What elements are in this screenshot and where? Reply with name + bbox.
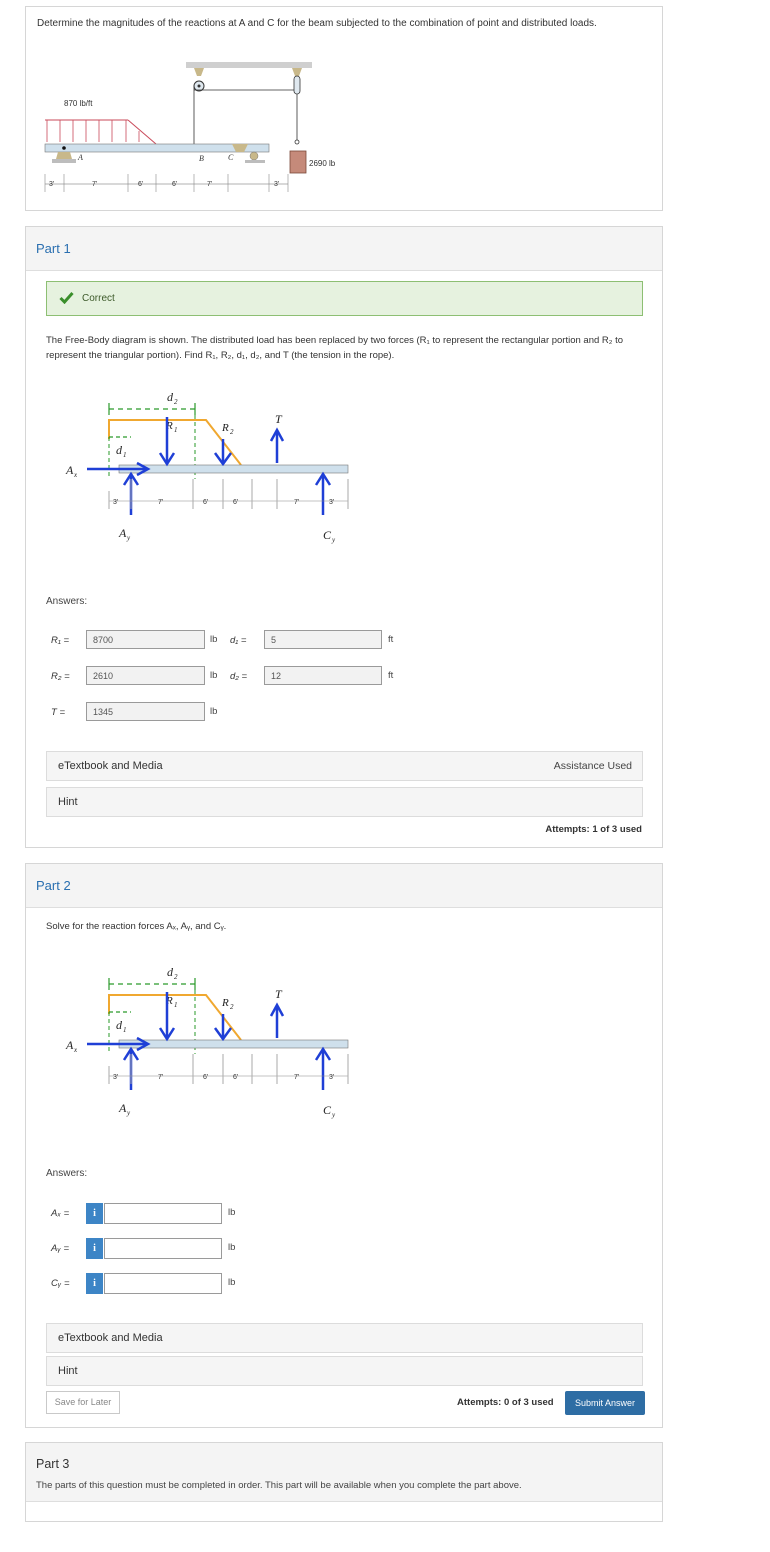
part2-etextbook-bar[interactable]	[46, 1323, 643, 1353]
svg-text:R: R	[166, 995, 173, 1007]
hanger-right	[292, 68, 302, 76]
cy-info-icon[interactable]: i	[86, 1273, 103, 1294]
r2-label: R₂ =	[51, 671, 70, 682]
cy-label: Cᵧ =	[51, 1278, 70, 1289]
weight-block	[290, 151, 306, 173]
part3-text: The parts of this question must be completed in order. This part will be available when you complete the part above.	[36, 1480, 522, 1491]
fbd-t-label: T	[275, 412, 282, 426]
part2-header	[26, 864, 662, 908]
part2-attempts: Attempts: 0 of 3 used	[457, 1397, 554, 1408]
ay-info-icon[interactable]: i	[86, 1238, 103, 1259]
point-b-label: B	[199, 154, 204, 163]
part2-title: Part 2	[36, 878, 71, 893]
svg-text:y: y	[332, 536, 336, 544]
svg-text:2: 2	[230, 428, 234, 436]
question-card	[25, 6, 663, 211]
dim-2: 7'	[92, 181, 98, 188]
d1-label: d₁ =	[230, 635, 247, 646]
r1-unit: lb	[210, 634, 218, 645]
load-arrows	[47, 120, 139, 142]
svg-text:A: A	[66, 1038, 74, 1052]
svg-text:y: y	[127, 1109, 131, 1117]
support-c	[250, 152, 258, 160]
part3-card	[25, 1442, 663, 1522]
t-label: T =	[51, 707, 65, 718]
ax-unit: lb	[228, 1207, 236, 1218]
d2-unit: ft	[388, 670, 394, 681]
ax-info-icon[interactable]: i	[86, 1203, 103, 1224]
point-c-label: C	[228, 153, 234, 162]
part1-description: The Free-Body diagram is shown. The distributed load has been replaced by two forces (R₁ to represent the rectangular portion and R₂ to represent the triangular portion). Find R₁, R₂, d₁, d₂, and T (the tension in the rope).	[46, 335, 624, 361]
pulley-right	[294, 76, 300, 94]
assistance-used-label: Assistance Used	[553, 760, 632, 772]
fbd-diagram-part2	[51, 954, 351, 1134]
cy-input[interactable]	[104, 1273, 222, 1294]
part2-etextbook-label[interactable]: eTextbook and Media	[58, 1332, 163, 1344]
svg-text:3': 3'	[329, 1074, 335, 1081]
part2-card	[25, 863, 663, 1428]
svg-text:1: 1	[174, 1001, 178, 1009]
svg-text:d: d	[167, 965, 173, 979]
dim-5: 7'	[207, 181, 213, 188]
support-a	[56, 152, 72, 159]
part1-hint-bar[interactable]	[46, 787, 643, 817]
svg-text:2: 2	[174, 973, 178, 981]
part1-answers-label: Answers:	[46, 596, 88, 607]
fbd-r2-label: R	[222, 422, 229, 434]
svg-text:1: 1	[174, 426, 178, 434]
weight-label: 2690 lb	[309, 159, 336, 168]
part1-etextbook-bar[interactable]	[46, 751, 643, 781]
fbd-ay-label: A	[119, 526, 127, 540]
dim-4: 6'	[172, 181, 178, 188]
svg-text:1: 1	[123, 1026, 127, 1034]
d2-value: 12	[264, 666, 382, 685]
svg-text:x: x	[74, 471, 78, 479]
svg-text:3': 3'	[329, 499, 335, 506]
dim-3: 6'	[138, 181, 144, 188]
correct-label: Correct	[82, 293, 115, 304]
svg-text:x: x	[74, 1046, 78, 1054]
svg-text:y: y	[127, 534, 131, 542]
svg-text:1: 1	[123, 451, 127, 459]
svg-text:2: 2	[230, 1003, 234, 1011]
svg-text:6': 6'	[203, 1074, 209, 1081]
part1-title: Part 1	[36, 241, 71, 256]
part2-description: Solve for the reaction forces Aₓ, Aᵧ, and Cᵧ.	[46, 921, 227, 932]
fbd-ax-label: A	[66, 463, 74, 477]
part1-header	[26, 227, 662, 271]
svg-text:y: y	[332, 1111, 336, 1119]
svg-text:7': 7'	[158, 499, 164, 506]
d1-unit: ft	[388, 634, 394, 645]
dim-1: 3'	[49, 181, 55, 188]
fbd-d1-label: d	[116, 443, 122, 457]
ceiling	[186, 62, 312, 68]
svg-text:C: C	[323, 1103, 332, 1117]
t-unit: lb	[210, 706, 218, 717]
t-value: 1345	[86, 702, 205, 721]
svg-text:6': 6'	[203, 499, 209, 506]
cy-unit: lb	[228, 1277, 236, 1288]
part1-attempts: Attempts: 1 of 3 used	[545, 824, 642, 835]
part1-hint-label[interactable]: Hint	[58, 796, 78, 808]
r1-label: R₁ =	[51, 635, 70, 646]
dim-6: 3'	[274, 181, 280, 188]
svg-text:7': 7'	[294, 1074, 300, 1081]
hanger-b	[194, 68, 204, 76]
svg-text:6': 6'	[233, 1074, 239, 1081]
ax-label: Aₓ =	[51, 1208, 70, 1219]
ay-label: Aᵧ =	[51, 1243, 70, 1254]
ay-input[interactable]	[104, 1238, 222, 1259]
svg-text:2: 2	[174, 398, 178, 406]
svg-text:7': 7'	[294, 499, 300, 506]
part1-card	[25, 226, 663, 848]
part3-header	[26, 1443, 662, 1502]
svg-text:7': 7'	[158, 1074, 164, 1081]
point-a-label: A	[78, 153, 83, 162]
fbd-cy-label: C	[323, 528, 332, 542]
svg-text:6': 6'	[233, 499, 239, 506]
save-for-later-button[interactable]: Save for Later	[46, 1391, 120, 1414]
fbd-d2-label: d	[167, 390, 173, 404]
load-label: 870 lb/ft	[64, 99, 93, 108]
part1-etextbook-label[interactable]: eTextbook and Media	[58, 760, 163, 772]
fbd-diagram-part1	[51, 379, 351, 559]
check-icon	[59, 291, 74, 304]
svg-text:3': 3'	[113, 1074, 119, 1081]
svg-text:T: T	[275, 987, 282, 1001]
submit-answer-button[interactable]: Submit Answer	[565, 1391, 645, 1415]
r2-value: 2610	[86, 666, 205, 685]
svg-text:A: A	[119, 1101, 127, 1115]
part2-hint-label[interactable]: Hint	[58, 1365, 78, 1377]
beam-diagram	[38, 62, 378, 202]
ax-input[interactable]	[104, 1203, 222, 1224]
d1-value: 5	[264, 630, 382, 649]
svg-text:d: d	[116, 1018, 122, 1032]
ay-unit: lb	[228, 1242, 236, 1253]
svg-text:3': 3'	[113, 499, 119, 506]
part3-title: Part 3	[36, 1457, 70, 1471]
r1-value: 8700	[86, 630, 205, 649]
d2-label: d₂ =	[230, 671, 248, 682]
question-text: Determine the magnitudes of the reactions at A and C for the beam subjected to the combination of point and distributed loads.	[37, 18, 597, 29]
part2-hint-bar[interactable]	[46, 1356, 643, 1386]
fbd-r1-label: R	[166, 420, 173, 432]
fbd-beam	[119, 465, 348, 473]
part2-answers-label: Answers:	[46, 1168, 88, 1179]
svg-text:R: R	[222, 997, 229, 1009]
r2-unit: lb	[210, 670, 218, 681]
correct-banner	[46, 281, 643, 316]
